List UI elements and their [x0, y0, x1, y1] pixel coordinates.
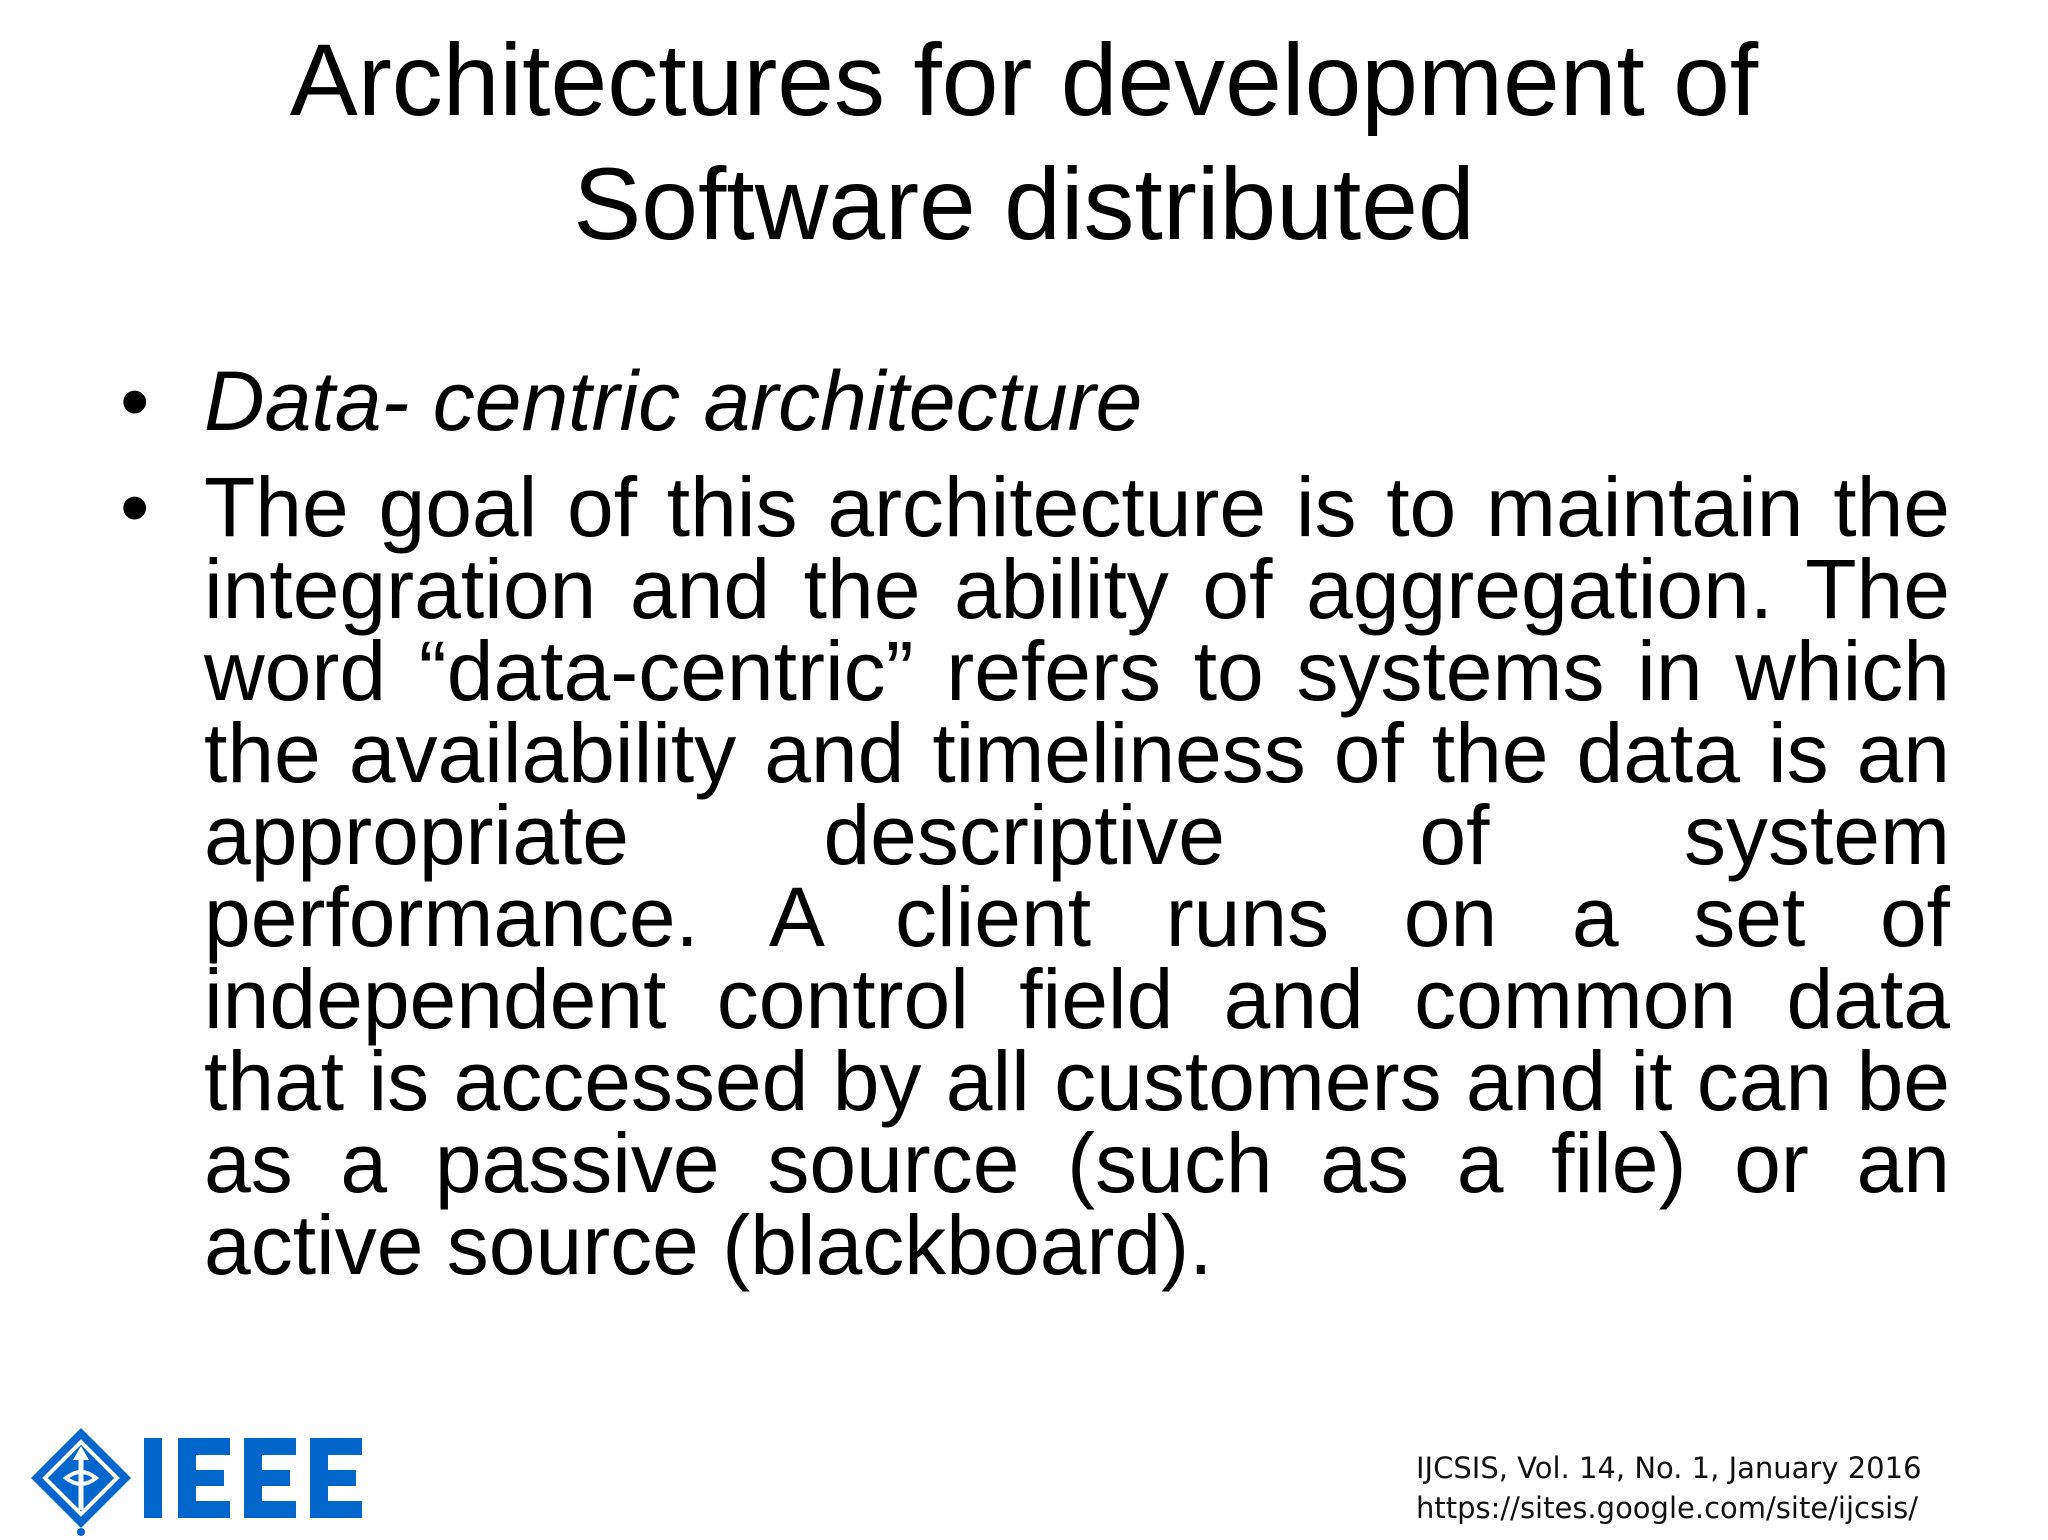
bullet-item [120, 354, 1950, 448]
ieee-logo-graphic [26, 1420, 426, 1540]
slide-title-line-1: Architectures for development of [289, 23, 1759, 137]
citation-journal: IJCSIS, Vol. 14, No. 1, January 2016 [1416, 1451, 1922, 1485]
bullet-list [120, 354, 1950, 1292]
bullet-marker: • [120, 460, 150, 554]
slide-title-line-2: Software distributed [573, 147, 1475, 261]
ieee-logo [26, 1420, 426, 1540]
bullet-item [120, 460, 1950, 1292]
citation-url: https://sites.google.com/site/ijcsis/ [1416, 1491, 1919, 1525]
bullet-text-heading: Data- centric architecture [204, 354, 1143, 448]
bullet-text-body: The goal of this architecture is to maintain the integration and the ability of aggregation. The word “data-centric” refers to systems in which the availability and timeliness of the data is an appropriate descriptive of system performance. A client runs on a set of independent control field and common data that is accessed by all customers and it can be as a passive source (such as a file) or an active source (blackboard). [204, 460, 1950, 1292]
slide-title [0, 18, 2048, 266]
ieee-wordmark [144, 1438, 362, 1518]
ieee-diamond-icon [31, 1428, 131, 1536]
citation-footer [1416, 1448, 1922, 1528]
bullet-marker: • [120, 354, 150, 448]
